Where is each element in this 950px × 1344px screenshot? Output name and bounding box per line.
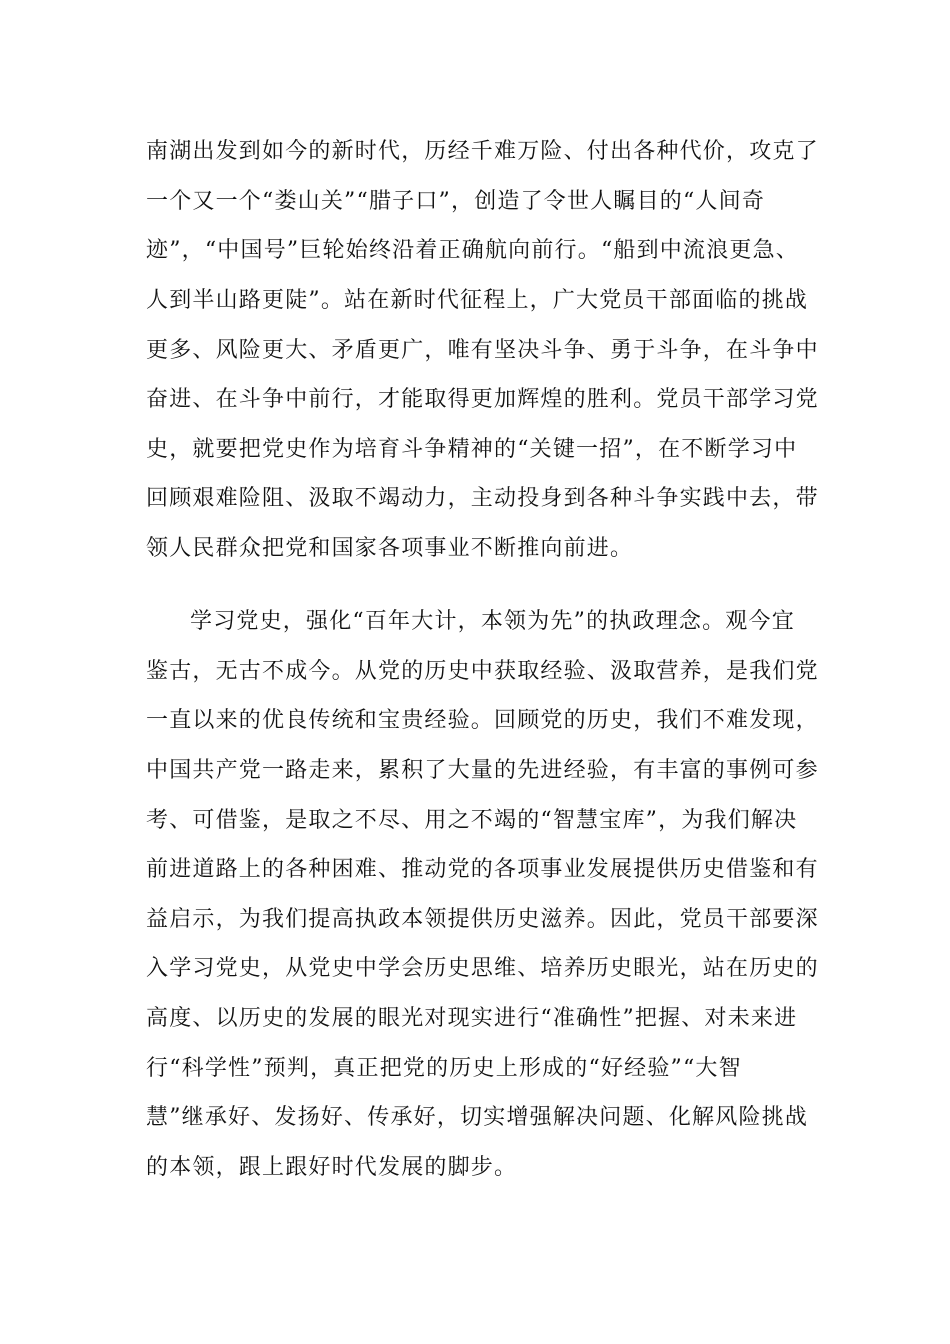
text-line: 的本领，跟上跟好时代发展的脚步。 [146,1155,518,1180]
text-line: 更多、风险更大、矛盾更广，唯有坚决斗争、勇于斗争，在斗争中 [146,338,819,363]
text-line: 奋进、在斗争中前行，才能取得更加辉煌的胜利。党员干部学习党 [146,387,819,412]
text-line: 鉴古，无古不成今。从党的历史中获取经验、汲取营养，是我们党 [146,659,819,684]
text-line: 领人民群众把党和国家各项事业不断推向前进。 [146,536,634,561]
text-line: 中国共产党一路走来，累积了大量的先进经验，有丰富的事例可参 [146,758,819,783]
text-line: 人到半山路更陡”。站在新时代征程上，广大党员干部面临的挑战 [146,288,809,313]
text-line: 益启示，为我们提高执政本领提供历史滋养。因此，党员干部要深 [146,907,819,932]
text-line: 行“科学性”预判，真正把党的历史上形成的“好经验”“大智 [146,1056,742,1081]
text-line: 高度、以历史的发展的眼光对现实进行“准确性”把握、对未来进 [146,1006,798,1031]
text-line: 迹”，“中国号”巨轮始终沿着正确航向前行。“船到中流浪更急、 [146,238,799,263]
text-line: 入学习党史，从党史中学会历史思维、培养历史眼光，站在历史的 [146,956,819,981]
text-line: 慧”继承好、发扬好、传承好，切实增强解决问题、化解风险挑战 [146,1105,809,1130]
text-line: 一个又一个“娄山关”“腊子口”，创造了令世人瞩目的“人间奇 [146,189,766,214]
text-line: 学习党史，强化“百年大计，本领为先”的执政理念。观今宜 [190,609,795,634]
text-line: 一直以来的优良传统和宝贵经验。回顾党的历史，我们不难发现， [146,708,819,733]
text-line: 前进道路上的各种困难、推动党的各项事业发展提供历史借鉴和有 [146,857,819,882]
text-line: 回顾艰难险阻、汲取不竭动力，主动投身到各种斗争实践中去，带 [146,486,819,511]
text-line: 史，就要把党史作为培育斗争精神的“关键一招”，在不断学习中 [146,437,798,462]
text-line: 考、可借鉴，是取之不尽、用之不竭的“智慧宝库”，为我们解决 [146,808,798,833]
text-line: 南湖出发到如今的新时代，历经千难万险、付出各种代价，攻克了 [146,139,819,164]
